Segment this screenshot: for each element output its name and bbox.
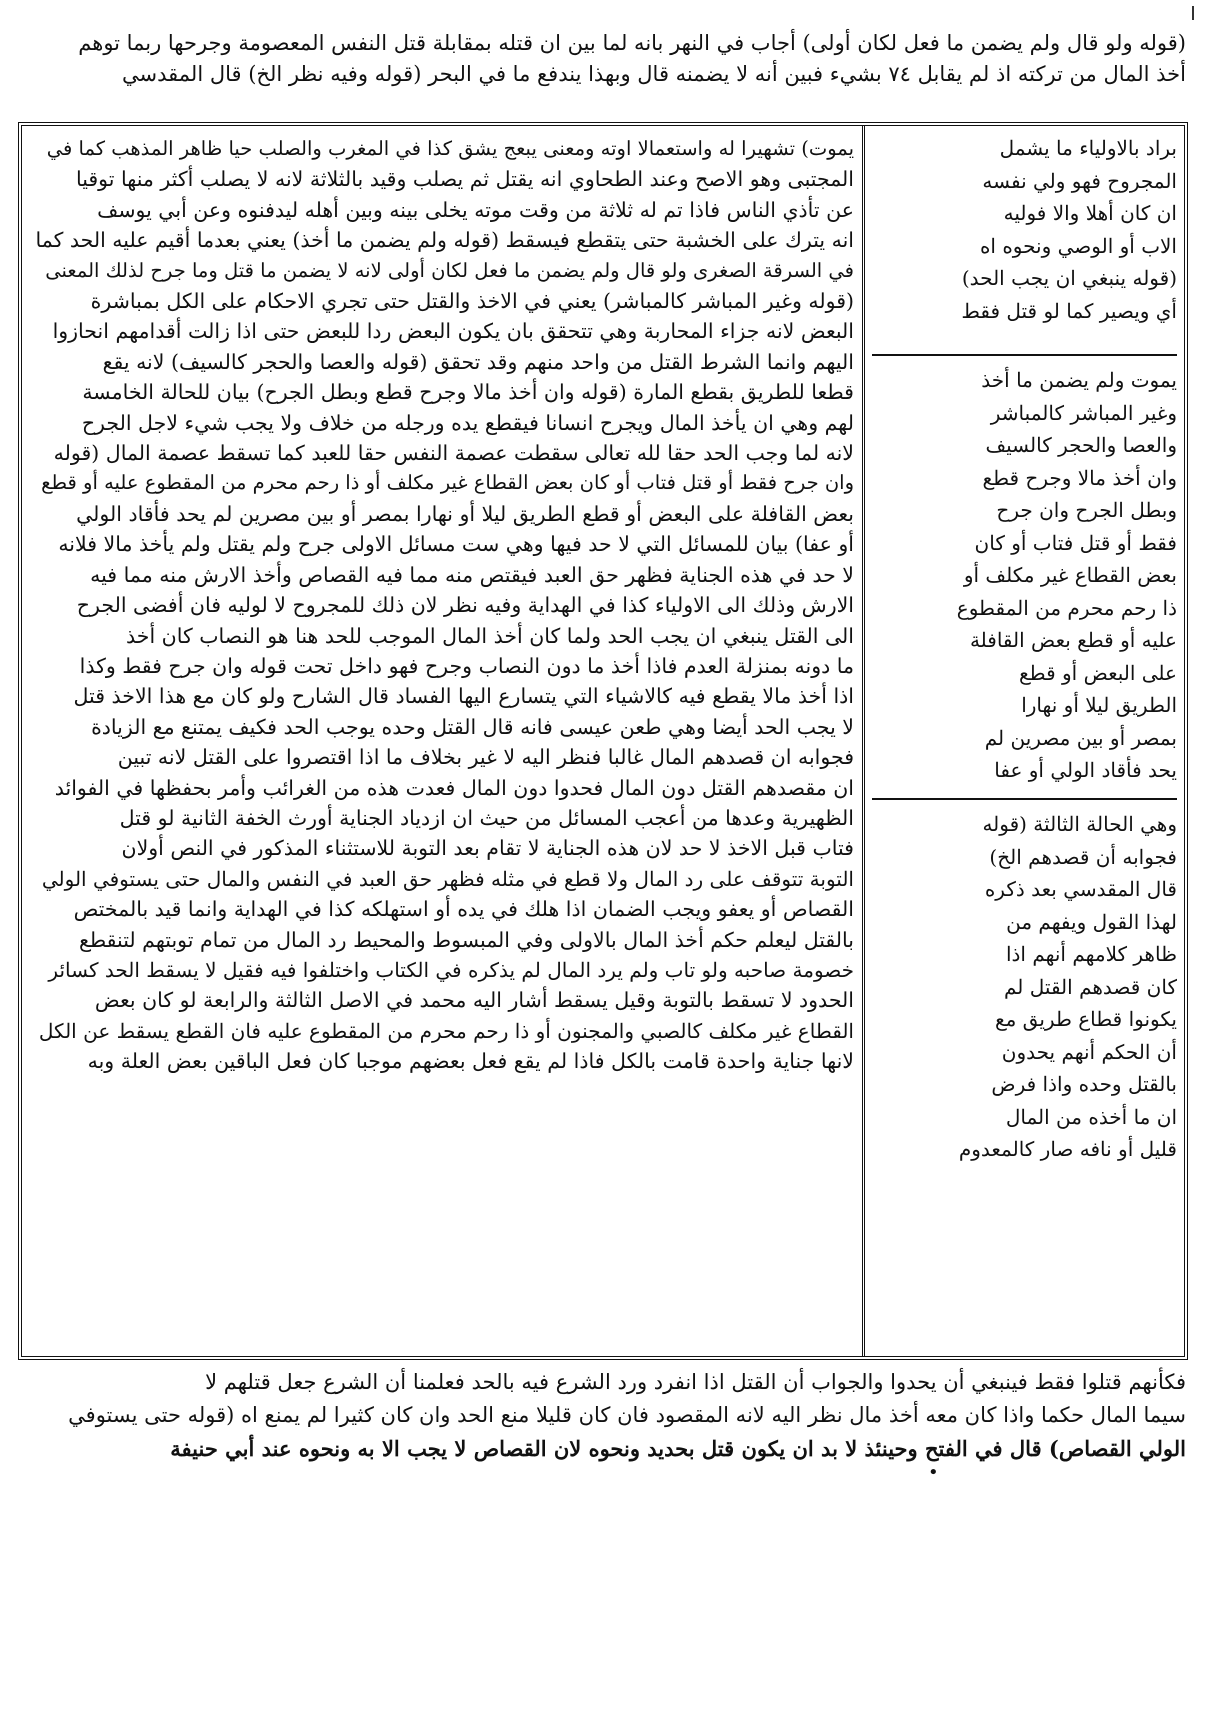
main-text-line: الحدود لا تسقط بالتوبة وقيل يسقط أشار اليه محمد في الاصل الثالثة والرابعة لو كان بعض [94, 988, 854, 1013]
side-base-text [872, 364, 1177, 786]
corner-mark [1192, 6, 1200, 20]
side-rule [872, 798, 1177, 800]
main-text-line: البعض لانه جزاء المحاربة وهي تتحقق بان يكون البعض ردا للبعض حتى اذا زالت أقدامهم انحازوا [52, 319, 854, 344]
main-text-line: لا يجب الحد أيضا وهي طعن عيسى فانه قال القتل وحده يوجب الحد فكيف يمتنع مع الزيادة [91, 714, 854, 739]
main-text-line: لانه لما وجب الحد حقا لله تعالى سقطت عصمة النفس حقا للعبد كما تسقط عصمة المال (قوله [53, 441, 854, 466]
main-text-line: ما دونه بمنزلة العدم فاذا أخذ ما دون النصاب وجرح فهو داخل تحت قوله وان جرح فقط وكذا [79, 653, 854, 678]
side-text-line: وان أخذ مالا وجرح قطع [982, 465, 1177, 490]
side-rule [872, 354, 1177, 356]
side-text-line: عليه أو قطع بعض القافلة [969, 628, 1177, 652]
side-text-line: ان ما أخذه من المال [1005, 1104, 1177, 1129]
main-text-line: يموت) تشهيرا له واستعمالا اوته ومعنى يبعج يشق كذا في المغرب والصلب حيا ظاهر المذهب كما في [46, 137, 854, 160]
main-text-line: قطعا للطريق بقطع المارة (قوله وان أخذ مالا وجرح قطع وبطل الجرح) بيان للحالة الخامسة [82, 380, 854, 405]
side-text-line: قليل أو نافه صار كالمعدوم [958, 1137, 1177, 1161]
main-text-line: القطاع غير مكلف كالصبي والمجنون أو ذا رحم محرم من المقطوع عليه فان القطع يسقط عن الكل [38, 1018, 854, 1043]
top-line: أخذ المال من تركته اذ لم يقابل ٧٤ بشيء فبين أنه لا يضمنه قال وبهذا يندفع ما في البحر (قوله وفيه نظر الخ) قال المقدسي [122, 62, 1186, 86]
side-text-line: ان كان أهلا والا فوليه [1003, 201, 1177, 225]
main-text-line: الظهيرية وعدها من أعجب المسائل من حيث ان ازدياد الجناية أورث الخفة الثانية لو قتل [119, 805, 854, 830]
side-text-line: قال المقدسي بعد ذكره [984, 877, 1177, 901]
main-text-line: لا حد في هذه الجناية فظهر حق العبد فيقتص منه مما فيه القصاص وأخذ الارش منه مما فيه [90, 562, 854, 587]
side-text-line: وهي الحالة الثالثة (قوله [982, 812, 1177, 836]
text-frame [18, 122, 1188, 1360]
side-commentary-bottom [872, 808, 1177, 1348]
side-text-line: بالقتل وحده واذا فرض [991, 1072, 1177, 1096]
main-text-line: ان مقصدهم القتل دون المال فحدوا دون المال فعدت هذه من الغرائب وأمر بحفظها في الفوائد [54, 775, 854, 800]
side-text-line: ذا رحم محرم من المقطوع [956, 595, 1177, 620]
side-text-line: لهذا القول ويفهم من [1006, 909, 1177, 934]
main-text-line: فجوابه ان قصدهم المال غالبا فنظر اليه لا غير بخلاف ما اذا اقتصروا على القتل لانه تبين [117, 745, 854, 770]
side-text-line: ظاهر كلامهم أنهم اذا [1005, 942, 1177, 966]
main-text-line: انه يترك على الخشبة حتى يتقطع فيسقط (قوله ولم يضمن ما أخذ) يعني بعدما أقيم عليه الحد كما [35, 228, 854, 253]
main-text-line: بالقتل ليعلم حكم أخذ المال بالاولى وفي المبسوط والمحيط رد المال من تمام توبتهم لتنقطع [78, 927, 854, 952]
main-text-line: في السرقة الصغرى ولو قال ولم يضمن ما فعل لكان أولى لانه لا يضمن ما قتل وما جرح لذلك المعنى [45, 258, 854, 282]
page-mark: • [928, 1462, 939, 1483]
side-text-line: يموت ولم يضمن ما أخذ [981, 368, 1177, 392]
side-text-line: بمصر أو بين مصرين لم [984, 725, 1177, 750]
side-column [872, 126, 1177, 1356]
top-margin-commentary [36, 28, 1186, 90]
side-text-line: يحد فأقاد الولي أو عفا [994, 758, 1177, 782]
side-commentary-top [872, 132, 1177, 350]
side-text-line: والعصا والحجر كالسيف [985, 433, 1177, 457]
side-text-line: أن الحكم أنهم يحدون [1001, 1039, 1177, 1064]
main-text-line: الى القتل ينبغي ان يجب الحد ولما كان أخذ المال الموجب للحد هنا هو النصاب كان أخذ [126, 623, 854, 648]
side-text-line: براد بالاولياء ما يشمل [999, 136, 1177, 160]
side-text-line: أي ويصير كما لو قتل فقط [961, 298, 1177, 323]
side-text-line: الطريق ليلا أو نهارا [1021, 693, 1177, 717]
main-text-line: اليهم وانما الشرط القتل من واحد منهم وقد تحقق (قوله والعصا والحجر كالسيف) لانه يقع [102, 349, 854, 374]
main-text-line: المجتبى وهو الاصح وعند الطحاوي انه يقتل ثم يصلب وقيد بالثلاثة لانه لا يصلب أكثر منها توقيا [75, 167, 854, 192]
bottom-margin-commentary [36, 1366, 1186, 1465]
main-text-line: القصاص أو يعفو ويجب الضمان اذا هلك في يده أو استهلكه كذا في الهداية وانما قيد بالمختص [73, 897, 854, 922]
main-text-line: عن تأذي الناس فاذا تم له ثلاثة من وقت موته يخلى بينه وبين أهله ليدفنوه وعن أبي يوسف [97, 197, 854, 222]
main-text-line: لانها جناية واحدة قامت بالكل فاذا لم يقع فعل بعضهم موجبا كان فعل الباقين بعض العلة وبه [87, 1049, 854, 1074]
main-text-line: فتاب قبل الاخذ لا حد لان هذه الجناية لا تقام بعد التوبة للاستثناء المذكور في النص أولان [121, 836, 854, 861]
bottom-line: سيما المال حكما واذا كان معه أخذ مال نظر اليه لانه المقصود فان كان قليلا منع الحد وان كان كثيرا لم يمنع اه (قوله حتى يستوفي [68, 1403, 1186, 1427]
side-text-line: المجروح فهو ولي نفسه [982, 168, 1177, 193]
column-divider [862, 126, 865, 1356]
main-text-line: (قوله وغير المباشر كالمباشر) يعني في الاخذ والقتل حتى تجري الاحكام على الكل بمباشرة [90, 289, 854, 314]
bottom-line: فكأنهم قتلوا فقط فينبغي أن يحدوا والجواب أن القتل اذا انفرد ورد الشرع فيه بالحد فعلمنا أن الشرع جعل قتلهم لا [205, 1370, 1186, 1394]
side-text-line: وبطل الجرح وان جرح [996, 498, 1177, 522]
side-text-line: وغير المباشر كالمباشر [990, 400, 1177, 425]
side-text-line: كان قصدهم القتل لم [1004, 974, 1177, 999]
main-text-line: الارش وذلك الى الاولياء كذا في الهداية وفيه نظر لان ذلك للمجروح لا لوليه فان أفضى الجرح [76, 593, 854, 618]
main-text-line: أو عفا) بيان للمسائل التي لا حد فيها وهي ست مسائل الاولى جرح ولم يقتل ولم يأخذ مالا فلانه [58, 532, 854, 557]
main-text-line: اذا أخذ مالا يقطع فيه كالاشياء التي يتسارع اليها الفساد قال الشارح ولو كان مع هذا الاخذ قتل [73, 684, 854, 709]
main-text-line: وان جرح فقط أو قتل فتاب أو كان بعض القطاع غير مكلف أو ذا رحم محرم من المقطوع عليه أو قطع [41, 471, 854, 495]
side-text-line: يكونوا قطاع طريق مع [994, 1007, 1177, 1031]
top-line: (قوله ولو قال ولم يضمن ما فعل لكان أولى) أجاب في النهر بانه لما بين ان قتله بمقابلة قتل النفس المعصومة وجرحها ربما توهم [78, 31, 1186, 55]
side-text-line: بعض القطاع غير مكلف أو [963, 563, 1177, 587]
main-text-line: بعض القافلة على البعض أو قطع الطريق ليلا أو نهارا بمصر أو بين مصرين لم يحد فأقاد الولي [76, 501, 854, 526]
side-text-line: (قوله ينبغي ان يجب الحد) [961, 266, 1177, 290]
side-text-line: فجوابه أن قصدهم الخ) [989, 844, 1177, 869]
main-text-line: خصومة صاحبه ولو تاب ولم يرد المال لم يذكره في الكتاب واختلفوا فيه فقيل لا يسقط الحد كسائر [48, 957, 854, 982]
main-text-column [32, 134, 854, 1350]
side-text-line: على البعض أو قطع [1019, 660, 1177, 685]
main-text-line: التوبة تتوقف على رد المال ولا قطع في مثله فظهر حق العبد في النفس والمال حتى يستوفي الولي [41, 866, 854, 891]
side-text-line: فقط أو قتل فتاب أو كان [974, 530, 1177, 555]
main-text-line: لهم وهي ان يأخذ المال ويجرح انسانا فيقطع يده ورجله من خلاف ولا يجب شيء لاجل الجرح [81, 410, 854, 435]
side-text-line: الاب أو الوصي ونحوه اه [979, 233, 1177, 258]
bottom-line: الولي القصاص) قال في الفتح وحينئذ لا بد ان يكون قتل بحديد ونحوه لان القصاص لا يجب الا به ونحوه عند أبي حنيفة [170, 1436, 1186, 1461]
